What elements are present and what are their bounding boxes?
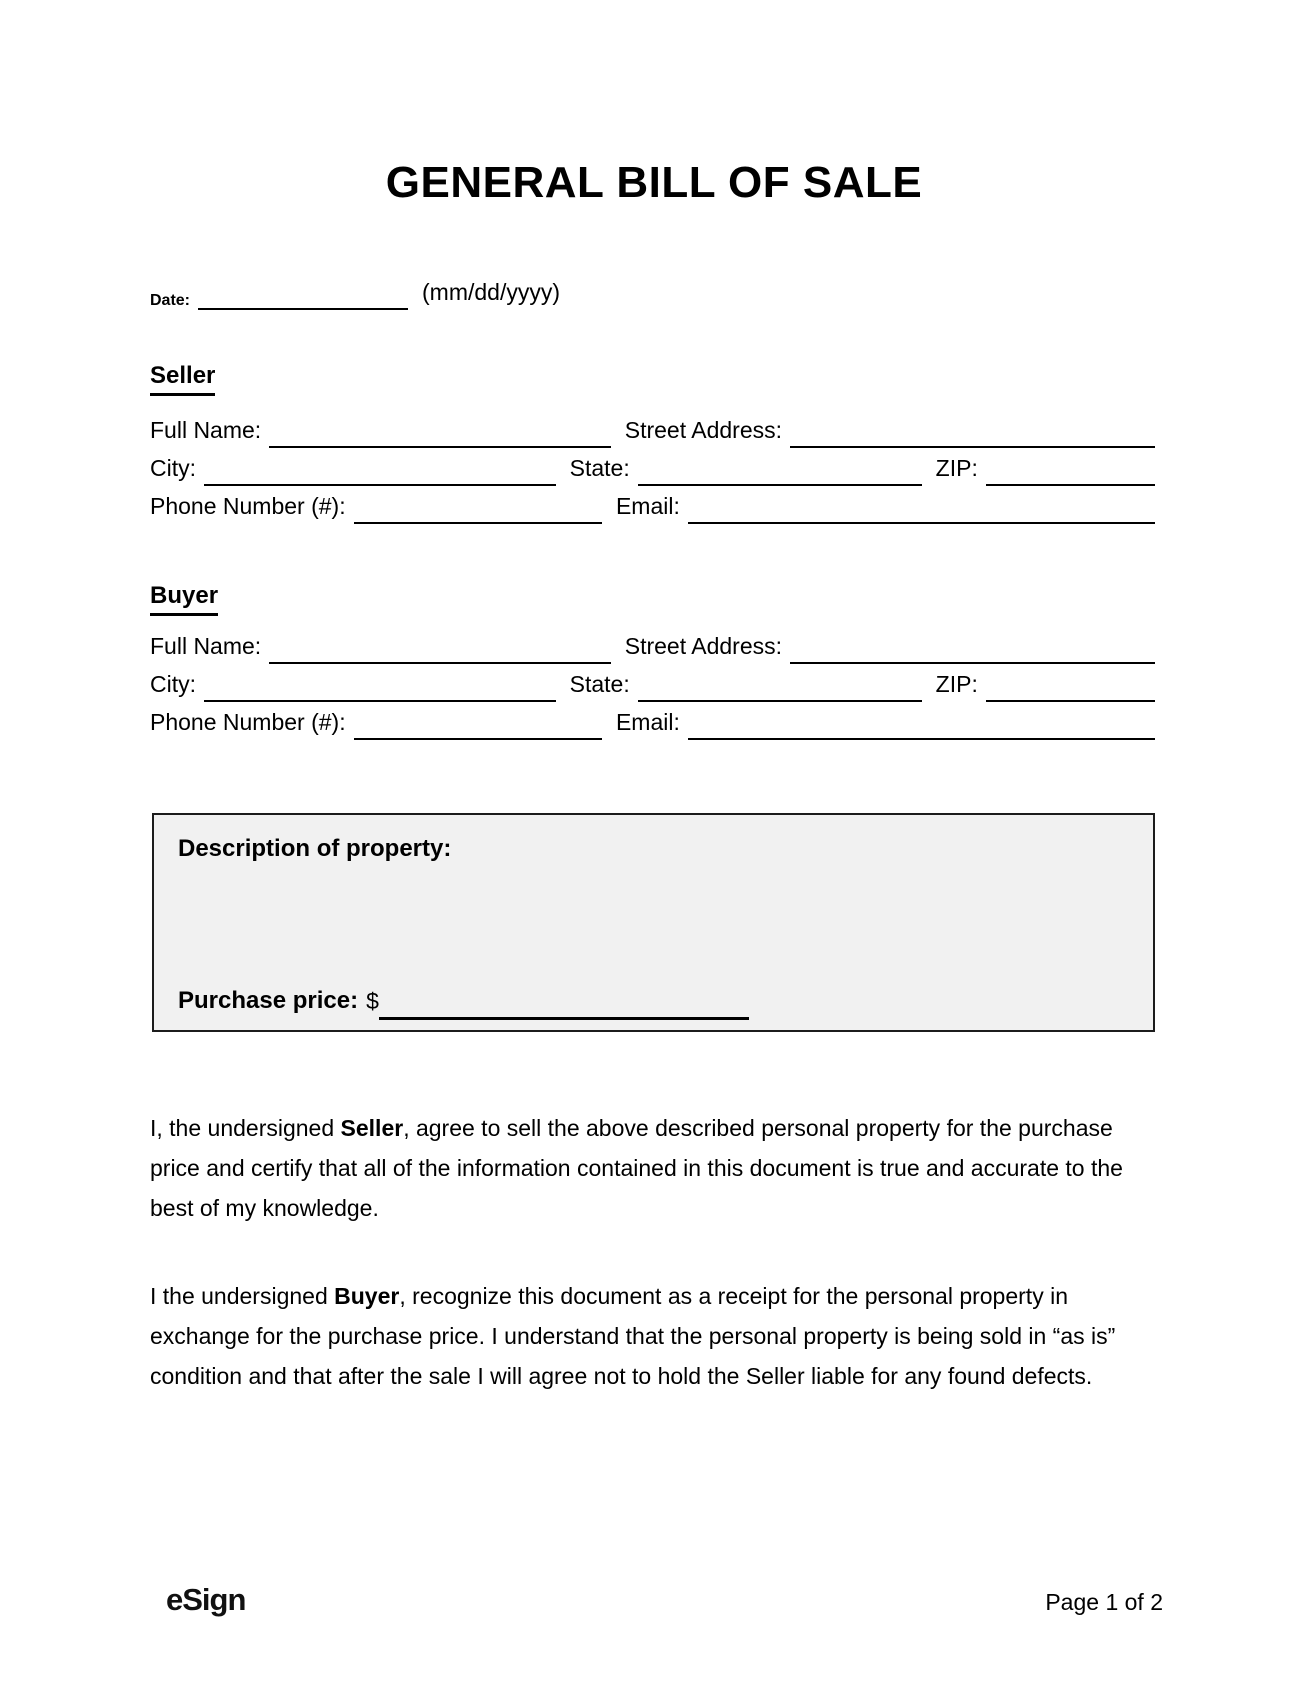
- seller-full-name-field[interactable]: [269, 418, 611, 448]
- page-title: GENERAL BILL OF SALE: [385, 158, 923, 207]
- currency-symbol: $: [366, 988, 379, 1014]
- buyer-full-name-label: Full Name:: [150, 633, 262, 659]
- buyer-fields: [150, 626, 1155, 740]
- seller-zip-label: ZIP:: [935, 455, 978, 481]
- seller-phone-label: Phone Number (#):: [150, 493, 346, 519]
- buyer-clause-body: , recognize this document as a receipt for the personal property in exchange for the purchase price. I understand that the personal property is being sold in “as is” condition and that after the sale I will agree not to hold the Seller liable for any found defects.: [150, 1283, 1116, 1389]
- buyer-clause-emphasis: Buyer: [334, 1283, 400, 1309]
- seller-state-label: State:: [569, 455, 630, 481]
- seller-phone-email-row: [150, 486, 1155, 524]
- seller-street-address-label: Street Address:: [624, 417, 782, 443]
- date-field[interactable]: [198, 280, 408, 310]
- buyer-clause-paragraph: [150, 1276, 1160, 1396]
- buyer-phone-field[interactable]: [354, 710, 602, 740]
- buyer-city-state-zip-row: [150, 664, 1155, 702]
- date-row: [150, 274, 1155, 310]
- buyer-phone-label: Phone Number (#):: [150, 709, 346, 735]
- purchase-price-row: [178, 984, 749, 1020]
- date-format-hint: (mm/dd/yyyy): [422, 279, 561, 305]
- seller-street-address-field[interactable]: [790, 418, 1155, 448]
- seller-state-field[interactable]: [638, 456, 922, 486]
- buyer-zip-label: ZIP:: [935, 671, 978, 697]
- property-description-label: Description of property:: [178, 835, 452, 862]
- buyer-name-address-row: [150, 626, 1155, 664]
- buyer-state-label: State:: [569, 671, 630, 697]
- seller-clause-paragraph: [150, 1108, 1160, 1228]
- seller-clause-body: , agree to sell the above described personal property for the purchase price and certify that all of the information contained in this document is true and accurate to the best of my knowledge.: [150, 1115, 1123, 1221]
- buyer-full-name-field[interactable]: [269, 634, 611, 664]
- seller-city-state-zip-row: [150, 448, 1155, 486]
- buyer-section-heading: Buyer: [150, 582, 218, 616]
- seller-city-field[interactable]: [204, 456, 556, 486]
- property-description-box: [152, 813, 1155, 1032]
- page-number-indicator: Page 1 of 2: [1045, 1589, 1163, 1615]
- purchase-price-field[interactable]: [379, 990, 749, 1020]
- buyer-phone-email-row: [150, 702, 1155, 740]
- seller-clause-lead: I, the undersigned: [150, 1115, 341, 1141]
- seller-full-name-label: Full Name:: [150, 417, 262, 443]
- buyer-street-address-label: Street Address:: [624, 633, 782, 659]
- seller-name-address-row: [150, 410, 1155, 448]
- seller-city-label: City:: [150, 455, 196, 481]
- buyer-state-field[interactable]: [638, 672, 922, 702]
- seller-clause-emphasis: Seller: [340, 1115, 404, 1141]
- seller-section-heading: Seller: [150, 362, 215, 396]
- buyer-city-field[interactable]: [204, 672, 556, 702]
- seller-email-field[interactable]: [688, 494, 1155, 524]
- seller-zip-field[interactable]: [986, 456, 1155, 486]
- buyer-street-address-field[interactable]: [790, 634, 1155, 664]
- property-description-field[interactable]: [178, 873, 1129, 966]
- seller-email-label: Email:: [615, 493, 680, 519]
- seller-fields: [150, 410, 1155, 524]
- buyer-clause-lead: I the undersigned: [150, 1283, 335, 1309]
- buyer-email-field[interactable]: [688, 710, 1155, 740]
- buyer-city-label: City:: [150, 671, 196, 697]
- buyer-zip-field[interactable]: [986, 672, 1155, 702]
- esign-logo: eSign: [166, 1582, 246, 1617]
- date-label: Date:: [150, 292, 191, 309]
- buyer-email-label: Email:: [615, 709, 680, 735]
- purchase-price-label: Purchase price:: [178, 987, 359, 1014]
- seller-phone-field[interactable]: [354, 494, 602, 524]
